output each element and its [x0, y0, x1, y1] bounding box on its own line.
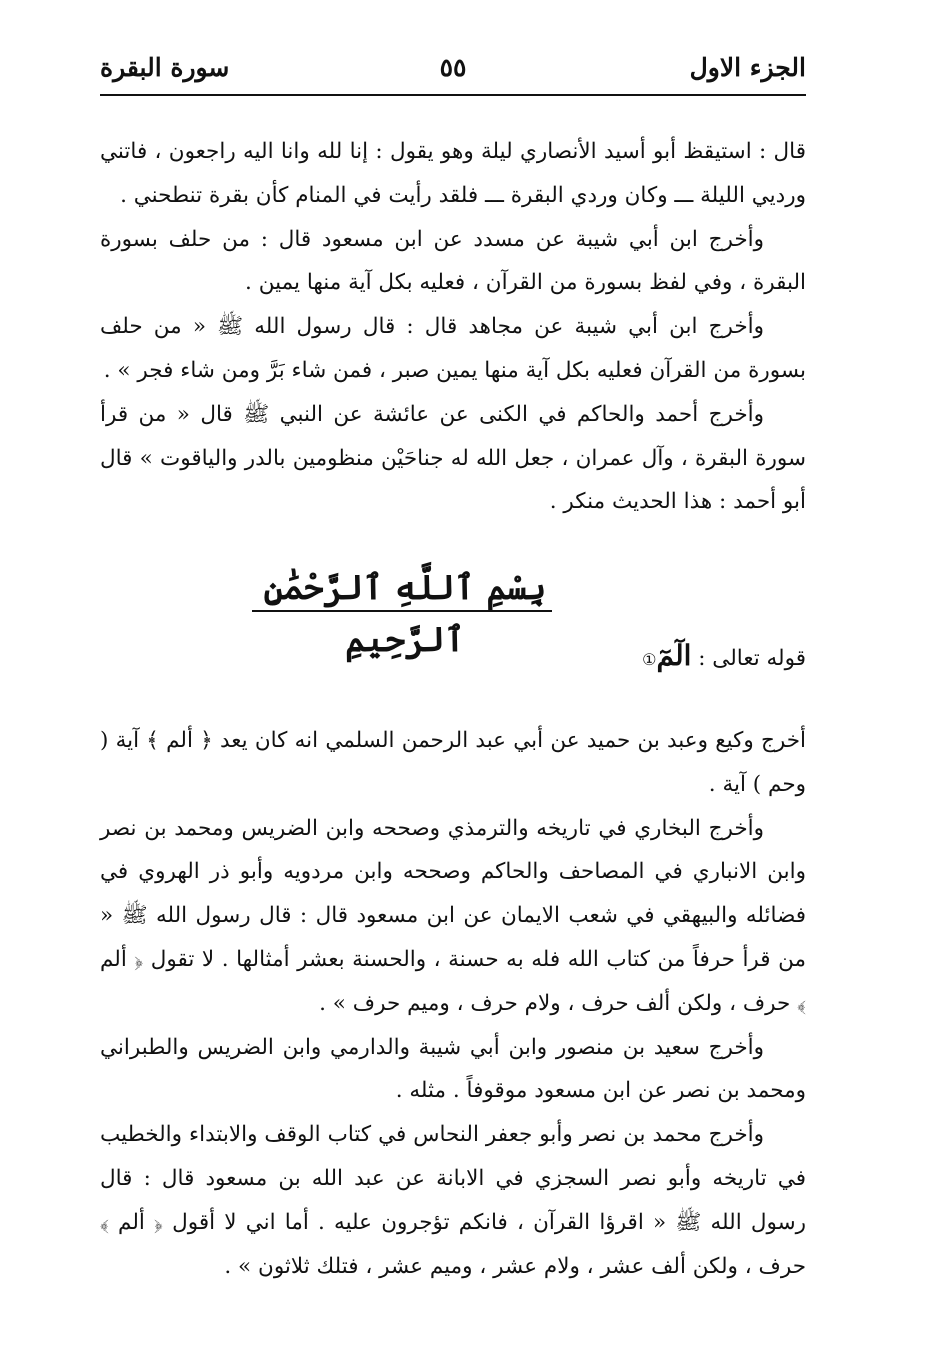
surah-title: سورة البقرة	[100, 53, 230, 82]
verse-intro: قوله تعالى :	[698, 646, 806, 671]
paragraph: وأخرج أحمد والحاكم في الكنى عن عائشة عن النبي ﷺ قال « من قرأ سورة البقرة ، وآل عمران ، جعل الله له جناحَيْن منظومين بالدر والياقوت » قال أبو أحمد : هذا الحديث منكر .	[100, 401, 806, 515]
verse-number: ①	[642, 650, 657, 669]
paragraph: وأخرج ابن أبي شيبة عن مسدد عن ابن مسعود قال : من حلف بسورة البقرة ، وفي لفظ بسورة من القرآن ، فعليه بكل آية منها يمين .	[100, 226, 806, 296]
header-rule	[100, 94, 806, 96]
paragraph: قال : استيقظ أبو أسيد الأنصاري ليلة وهو يقول : إنا لله وانا اليه راجعون ، فاتني ورديي الليلة ـــ وكان وردي البقرة ـــ فلقد رأيت في المنام كأن بقرة تنطحني .	[100, 139, 806, 208]
page-number: ٥٥	[439, 53, 467, 82]
paragraph: وأخرج محمد بن نصر وأبو جعفر النحاس في كتاب الوقف والابتداء والخطيب في تاريخه وأبو نصر السجزي في الابانة عن عبد الله بن مسعود قال : قال رسول الله ﷺ « اقرؤا القرآن ، فانكم تؤجرون عليه . أما اني لا أقول ﴿ ألم ﴾ حرف ، ولكن ألف عشر ، ولام عشر ، وميم عشر ، فتلك ثلاثون » .	[100, 1122, 806, 1279]
verse-text: الٓمٓ	[656, 639, 692, 672]
paragraph: وأخرج البخاري في تاريخه والترمذي وصححه وابن الضريس ومحمد بن نصر وابن الانباري في المصاحف والحاكم وصححه وابن مردويه وأبو ذر الهروي في فضائله والبيهقي في شعب الايمان عن ابن مسعود قال : قال رسول الله ﷺ « من قرأ حرفاً من كتاب الله فله به حسنة ، والحسنة بعشر أمثالها . لا تقول ﴿ ألم ﴾ حرف ، ولكن ألف حرف ، ولام حرف ، وميم حرف » .	[100, 815, 806, 1016]
paragraph: وأخرج سعيد بن منصور وابن أبي شيبة والدارمي وابن الضريس والطبراني ومحمد بن نصر عن ابن مسعود موقوفاً . مثله .	[100, 1034, 806, 1104]
bismillah-stroke	[252, 610, 552, 612]
text-block-2	[100, 719, 806, 1288]
verse-heading	[100, 632, 806, 682]
part-title: الجزء الاول	[689, 53, 806, 82]
bismillah-calligraphy: بِسْمِ ٱللَّهِ ٱلرَّحْمَٰنِ ٱلرَّحِيمِ	[263, 568, 547, 660]
page-header	[100, 50, 806, 90]
text-block-1	[100, 130, 806, 524]
paragraph: وأخرج ابن أبي شيبة عن مجاهد قال : قال رسول الله ﷺ « من حلف بسورة من القرآن فعليه بكل آية منها يمين صبر ، فمن شاء بَرَّ ومن شاء فجر » .	[100, 314, 806, 383]
paragraph: أخرج وكيع وعبد بن حميد عن أبي عبد الرحمن السلمي انه كان يعد ﴿ ألم ﴾ آية ( وحم ) آية .	[100, 728, 806, 797]
